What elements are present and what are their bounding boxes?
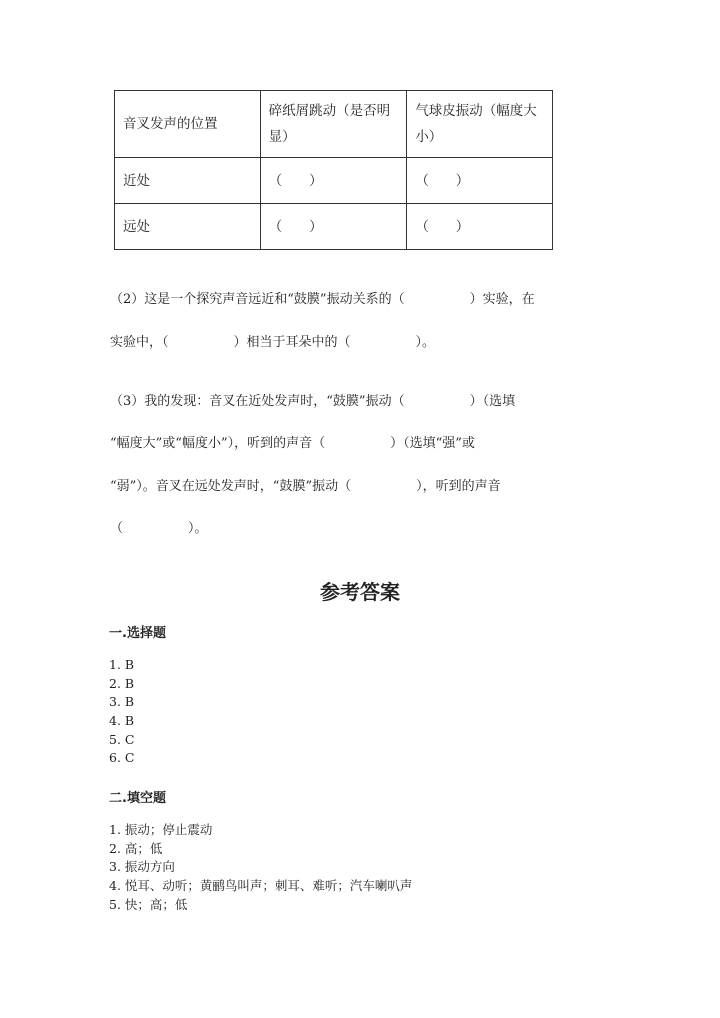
- experiment-table: [114, 90, 553, 250]
- question-3-line-3: “弱”）。音叉在远处发声时，“鼓膜”振动（ ），听到的声音: [110, 479, 501, 494]
- question-3-line-2: “幅度大”或“幅度小”），听到的声音（ ）（选填“强”或: [110, 436, 475, 451]
- list-item: 6. C: [109, 750, 135, 766]
- question-3-line-1: （3）我的发现：音叉在近处发声时，“鼓膜”振动（ ）（选填: [110, 394, 516, 409]
- list-item: 4. B: [109, 713, 135, 729]
- table-row: [115, 204, 553, 250]
- list-item: 2. 高；低: [109, 840, 163, 856]
- question-2-line-1: （2）这是一个探究声音远近和“鼓膜”振动关系的（ ）实验，在: [110, 292, 535, 307]
- table-row: [115, 158, 553, 204]
- list-item: 2. B: [109, 675, 135, 691]
- list-item: 3. B: [109, 694, 135, 710]
- list-item: 5. C: [109, 731, 135, 747]
- section-heading-choice: 一.选择题: [109, 626, 166, 641]
- question-2-line-2: 实验中，（ ）相当于耳朵中的（ ）。: [110, 335, 436, 350]
- list-item: 4. 悦耳、动听；黄鹂鸟叫声；刺耳、难听；汽车喇叭声: [109, 878, 413, 894]
- table-cell-blank: （ ）: [260, 204, 407, 250]
- table-cell-blank: （ ）: [407, 158, 553, 204]
- table-cell-blank: （ ）: [260, 158, 407, 204]
- list-item: 1. B: [109, 657, 135, 672]
- list-item: 5. 快；高；低: [109, 896, 188, 912]
- list-item: 3. 振动方向: [109, 859, 175, 875]
- table-cell: 近处: [115, 158, 261, 204]
- answer-list-choice: [109, 656, 134, 768]
- question-3-line-4: （ ）。: [110, 521, 208, 536]
- list-item: 1. 振动；停止震动: [109, 822, 213, 837]
- table-header-cell: 碎纸屑跳动（是否明显）: [260, 91, 407, 158]
- table-cell-blank: （ ）: [407, 204, 553, 250]
- table-header-cell: 音叉发声的位置: [115, 91, 261, 158]
- answer-list-fill: [109, 821, 412, 914]
- table-header-cell: 气球皮振动（幅度大小）: [407, 91, 553, 158]
- section-heading-fill: 二.填空题: [109, 791, 166, 806]
- table-cell: 远处: [115, 204, 261, 250]
- table-header-row: [115, 91, 553, 158]
- answer-key-title: 参考答案: [320, 580, 400, 604]
